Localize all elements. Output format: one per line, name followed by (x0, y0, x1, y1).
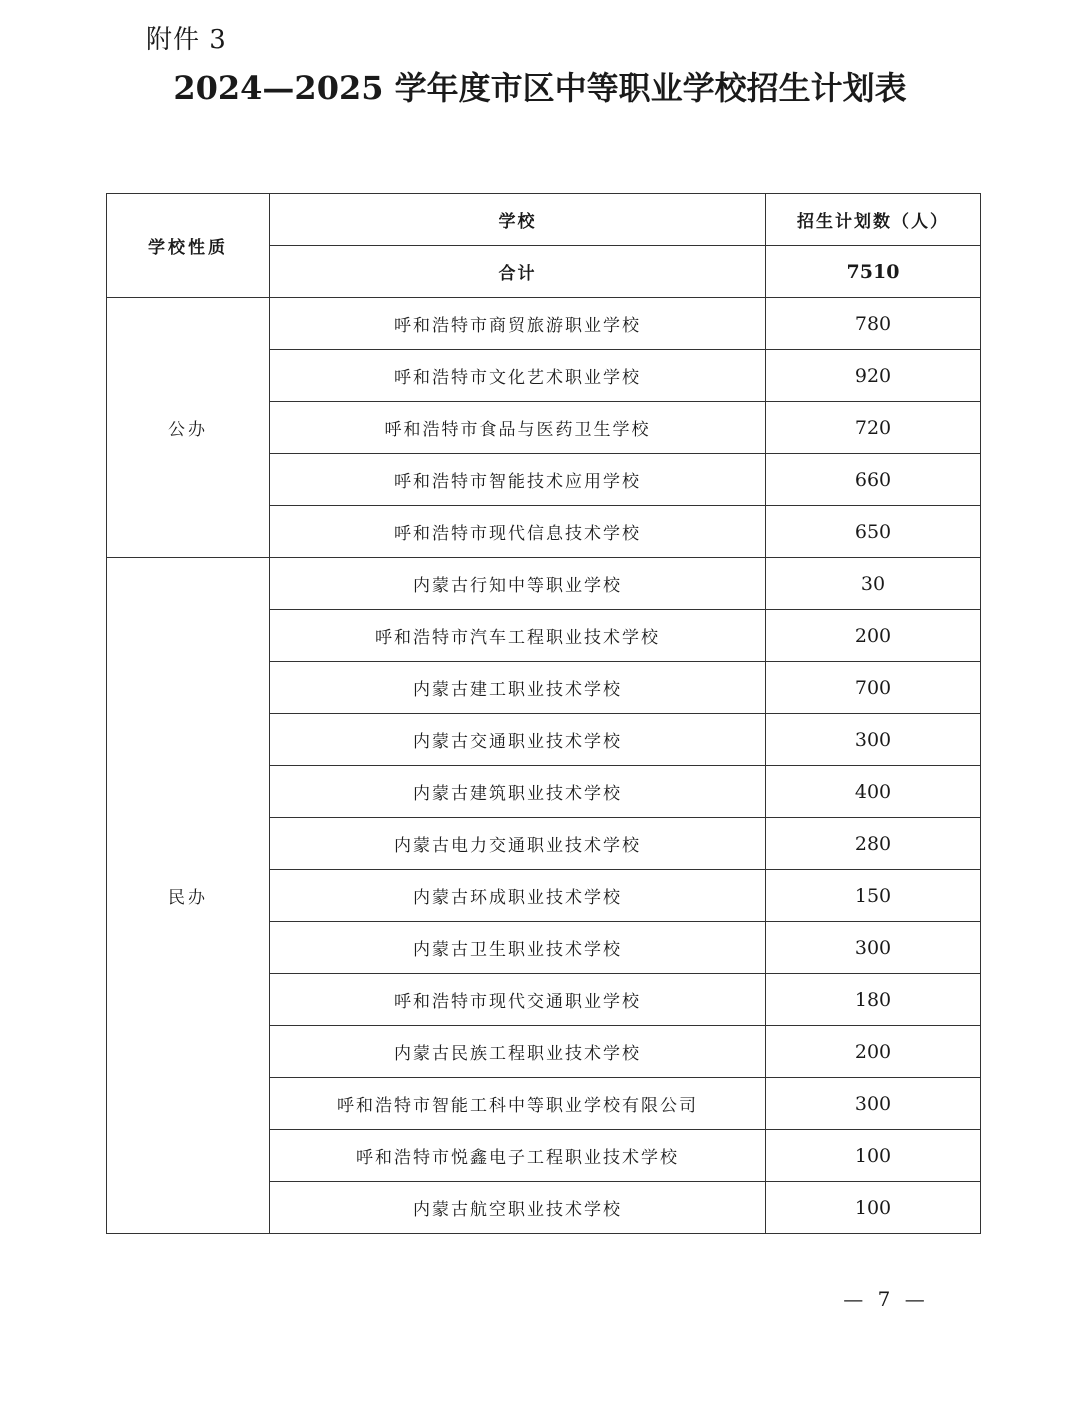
school-name-cell: 内蒙古交通职业技术学校 (270, 714, 766, 766)
school-name-cell: 呼和浩特市汽车工程职业技术学校 (270, 610, 766, 662)
enrollment-count-cell: 30 (766, 558, 981, 610)
school-name-cell: 内蒙古行知中等职业学校 (270, 558, 766, 610)
school-name-cell: 呼和浩特市现代交通职业学校 (270, 974, 766, 1026)
enrollment-count-cell: 720 (766, 402, 981, 454)
school-name-cell: 呼和浩特市智能工科中等职业学校有限公司 (270, 1078, 766, 1130)
enrollment-count-cell: 150 (766, 870, 981, 922)
document-title: 2024—2025 学年度市区中等职业学校招生计划表 (173, 69, 907, 107)
school-nature-cell: 民办 (107, 558, 270, 1234)
school-name-cell: 内蒙古电力交通职业技术学校 (270, 818, 766, 870)
table-row (107, 298, 981, 350)
enrollment-count-cell: 780 (766, 298, 981, 350)
school-name-cell: 内蒙古航空职业技术学校 (270, 1182, 766, 1234)
enrollment-count-cell: 300 (766, 922, 981, 974)
enrollment-count-cell: 100 (766, 1182, 981, 1234)
school-name-cell: 呼和浩特市商贸旅游职业学校 (270, 298, 766, 350)
school-name-cell: 内蒙古民族工程职业技术学校 (270, 1026, 766, 1078)
enrollment-count-cell: 700 (766, 662, 981, 714)
enrollment-count-cell: 300 (766, 1078, 981, 1130)
school-name-cell: 呼和浩特市悦鑫电子工程职业技术学校 (270, 1130, 766, 1182)
school-name-cell: 内蒙古建筑职业技术学校 (270, 766, 766, 818)
school-nature-cell: 公办 (107, 298, 270, 558)
school-name-cell: 内蒙古卫生职业技术学校 (270, 922, 766, 974)
table-row (107, 558, 981, 610)
page-number: — 7 — (843, 1287, 929, 1311)
enrollment-count-cell: 200 (766, 610, 981, 662)
enrollment-count-cell: 180 (766, 974, 981, 1026)
enrollment-count-cell: 200 (766, 1026, 981, 1078)
attachment-label: 附件 3 (146, 25, 227, 55)
enrollment-plan-table (106, 193, 981, 1234)
enrollment-count-cell: 920 (766, 350, 981, 402)
school-name-cell: 呼和浩特市现代信息技术学校 (270, 506, 766, 558)
school-name-cell: 呼和浩特市食品与医药卫生学校 (270, 402, 766, 454)
table-header-row (107, 194, 981, 246)
total-value: 7510 (766, 246, 981, 298)
header-school: 学校 (270, 194, 766, 246)
school-name-cell: 呼和浩特市文化艺术职业学校 (270, 350, 766, 402)
school-name-cell: 内蒙古环成职业技术学校 (270, 870, 766, 922)
enrollment-count-cell: 650 (766, 506, 981, 558)
enrollment-count-cell: 660 (766, 454, 981, 506)
enrollment-count-cell: 400 (766, 766, 981, 818)
header-school-nature: 学校性质 (107, 194, 270, 298)
enrollment-count-cell: 280 (766, 818, 981, 870)
school-name-cell: 呼和浩特市智能技术应用学校 (270, 454, 766, 506)
total-label: 合计 (270, 246, 766, 298)
school-name-cell: 内蒙古建工职业技术学校 (270, 662, 766, 714)
header-enrollment-count: 招生计划数（人） (766, 194, 981, 246)
enrollment-count-cell: 300 (766, 714, 981, 766)
enrollment-count-cell: 100 (766, 1130, 981, 1182)
